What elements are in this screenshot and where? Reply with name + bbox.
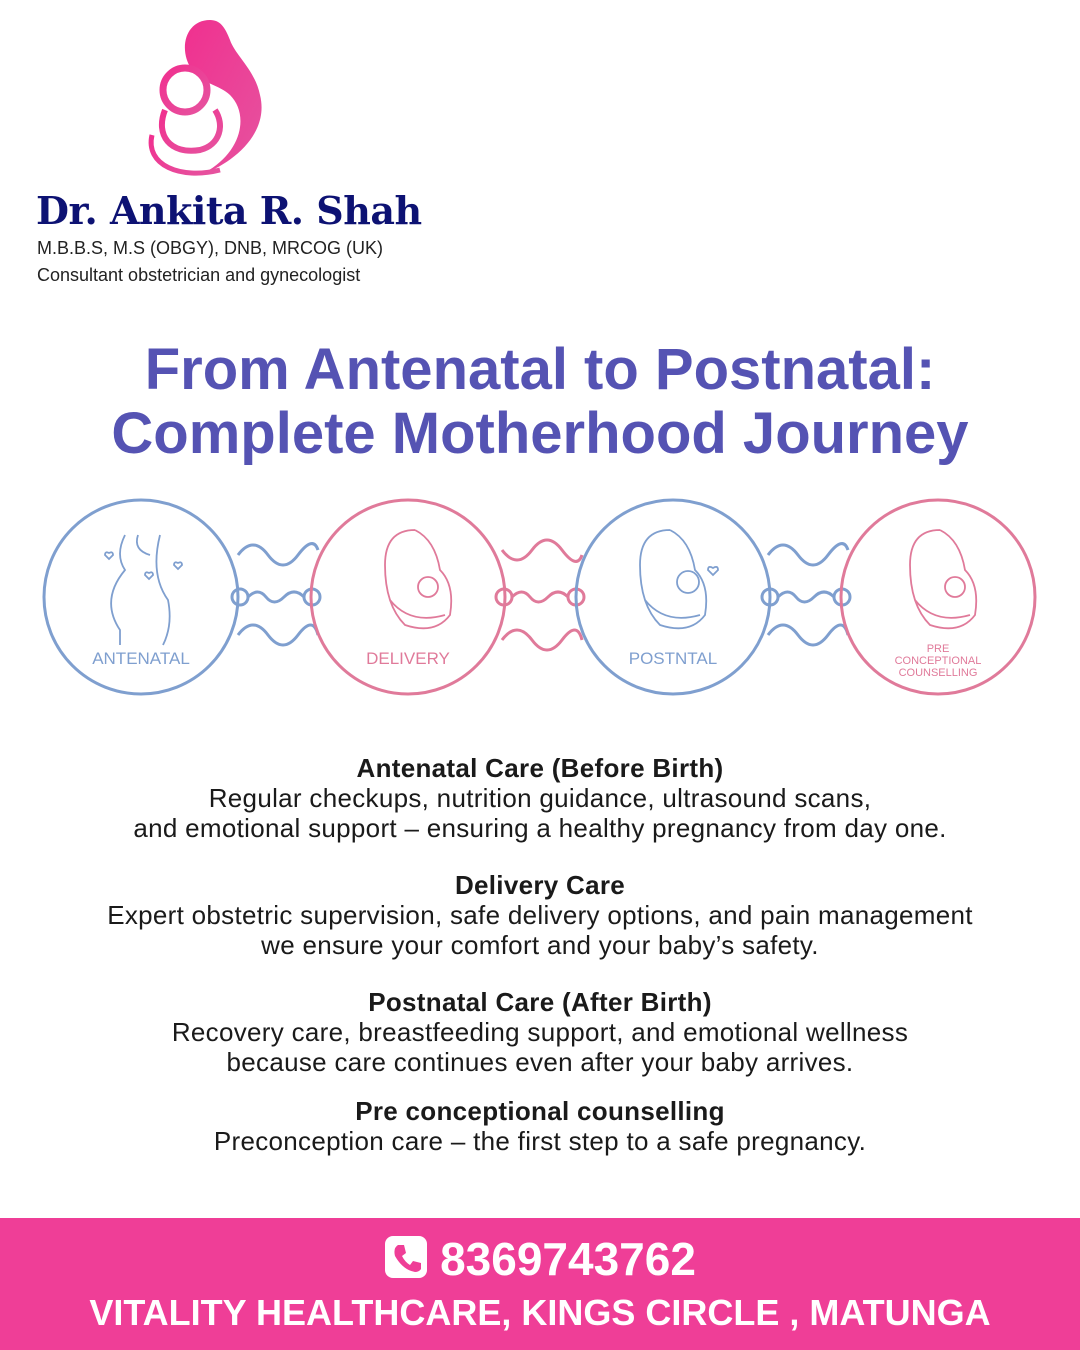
journey-diagram — [30, 490, 1050, 710]
section-text: Regular checkups, nutrition guidance, ultrasound scans, — [208, 783, 872, 813]
title-line-2: Complete Motherhood Journey — [111, 401, 969, 466]
pregnant-belly-icon — [105, 535, 182, 645]
section-postnatal — [0, 987, 1080, 1077]
stage-label-preconception-1: PRE — [926, 643, 950, 655]
section-delivery — [0, 870, 1080, 960]
stage-label-preconception-2: CONCEPTIONAL — [894, 655, 982, 667]
section-heading: Pre conceptional counselling — [355, 1096, 725, 1126]
mother-baby-icon — [910, 530, 976, 628]
phone-icon — [384, 1235, 428, 1279]
section-text: Preconception care – the first step to a safe pregnancy. — [213, 1126, 867, 1156]
connector-1 — [232, 544, 320, 645]
doctor-role: Consultant obstetrician and gynecologist — [37, 265, 361, 285]
section-antenatal — [0, 753, 1080, 843]
section-text: we ensure your comfort and your baby’s safety. — [261, 930, 819, 960]
section-heading: Delivery Care — [454, 870, 626, 900]
section-heading: Antenatal Care (Before Birth) — [356, 753, 724, 783]
section-text: Expert obstetric supervision, safe delivery options, and pain management — [107, 900, 973, 930]
stage-label-antenatal: ANTENATAL — [92, 649, 190, 668]
connector-3 — [762, 544, 850, 645]
section-heading: Postnatal Care (After Birth) — [368, 987, 712, 1017]
mother-baby-heart-icon — [640, 530, 718, 628]
stage-label-preconception-3: COUNSELLING — [898, 667, 978, 679]
page-title — [0, 338, 1080, 466]
section-text: and emotional support – ensuring a healthy pregnancy from day one. — [133, 813, 947, 843]
doctor-qualifications: M.B.B.S, M.S (OBGY), DNB, MRCOG (UK) — [37, 238, 384, 258]
phone-number: 8369743762 — [440, 1233, 696, 1285]
title-line-1: From Antenatal to Postnatal: — [144, 337, 936, 402]
doctor-name: Dr. Ankita R. Shah — [36, 188, 422, 233]
mother-baby-icon — [385, 530, 451, 628]
section-text: because care continues even after your baby arrives. — [226, 1047, 854, 1077]
mother-baby-logo — [130, 15, 290, 185]
stage-label-postnatal: POSTNTAL — [628, 649, 718, 668]
phone-contact[interactable] — [0, 1232, 1080, 1286]
clinic-address: VITALITY HEALTHCARE, KINGS CIRCLE , MATUNGA — [89, 1292, 991, 1333]
section-text: Recovery care, breastfeeding support, and emotional wellness — [171, 1017, 909, 1047]
connector-2 — [496, 540, 584, 650]
section-preconception — [0, 1096, 1080, 1156]
stage-label-delivery: DELIVERY — [366, 649, 450, 668]
